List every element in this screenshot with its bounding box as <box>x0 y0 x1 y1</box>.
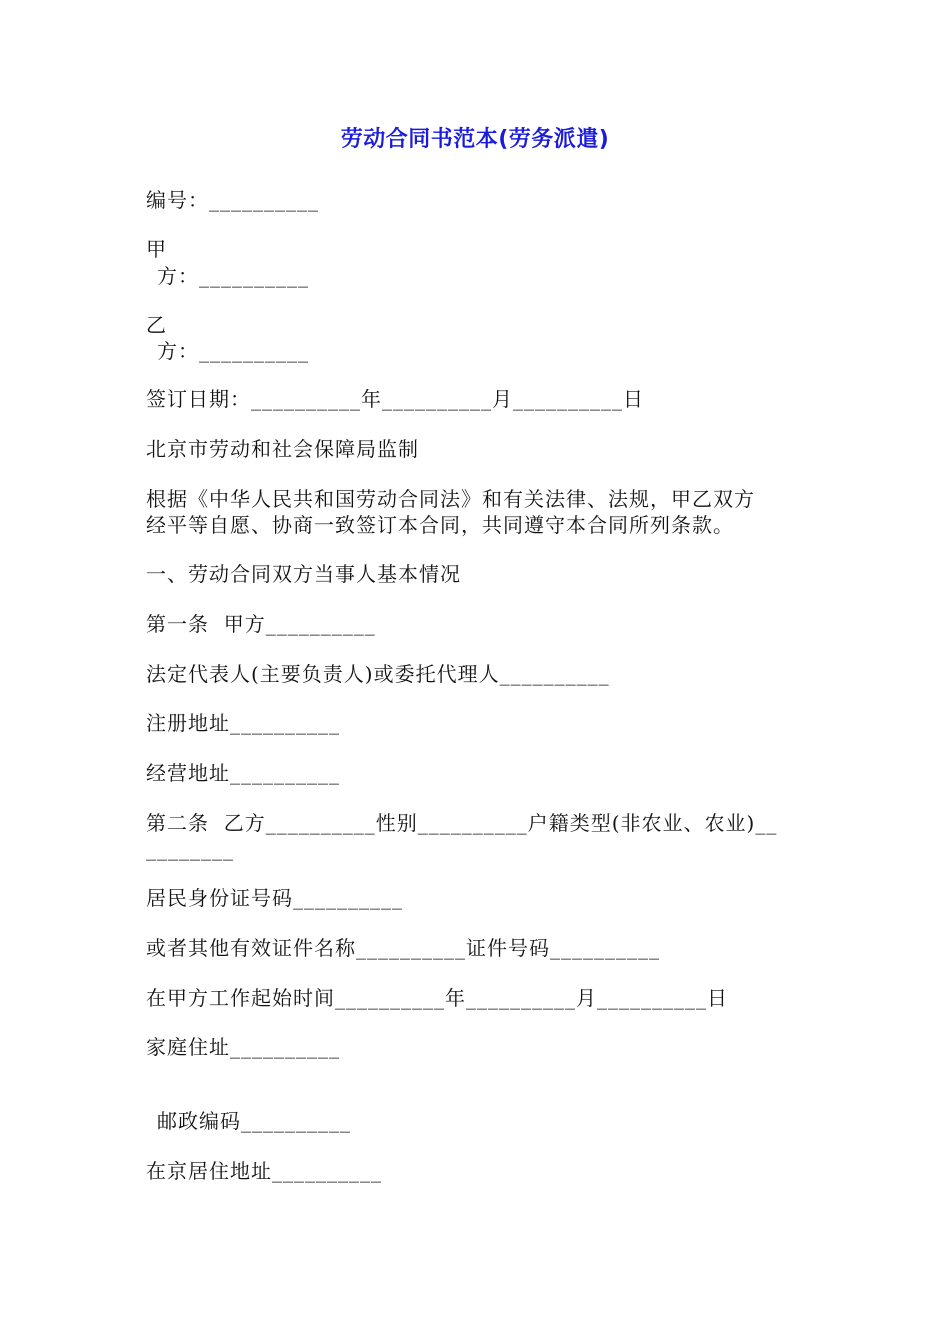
business-address-line: 经营地址__________ <box>146 761 340 785</box>
beijing-address-line: 在京居住地址__________ <box>146 1159 382 1183</box>
section-heading-1: 一、劳动合同双方当事人基本情况 <box>146 562 461 586</box>
other-id-line: 或者其他有效证件名称__________证件号码__________ <box>146 936 660 960</box>
id-number-line: 居民身份证号码__________ <box>146 886 403 910</box>
postcode-line: 邮政编码__________ <box>157 1109 351 1133</box>
article-1-line: 第一条 甲方__________ <box>146 612 376 636</box>
party-b-char: 乙 <box>146 313 167 337</box>
party-b-field: 方：__________ <box>157 339 309 363</box>
party-a-field: 方：__________ <box>157 264 309 288</box>
home-address-line: 家庭住址__________ <box>146 1035 340 1059</box>
preamble-line-2: 经平等自愿、协商一致签订本合同，共同遵守本合同所列条款。 <box>146 513 734 537</box>
article-2-continuation: ________ <box>146 837 234 861</box>
document-title: 劳动合同书范本(劳务派遣) <box>340 127 610 152</box>
contract-number-line: 编号：__________ <box>146 188 319 212</box>
start-date-line: 在甲方工作起始时间__________年__________月__________日 <box>146 986 728 1010</box>
party-a-char: 甲 <box>146 237 167 261</box>
supervisor-line: 北京市劳动和社会保障局监制 <box>146 437 419 461</box>
preamble-paragraph <box>146 486 811 538</box>
registered-address-line: 注册地址__________ <box>146 711 340 735</box>
sign-date-line: 签订日期：__________年__________月__________日 <box>146 387 644 411</box>
legal-representative-line: 法定代表人(主要负责人)或委托代理人__________ <box>146 662 610 686</box>
preamble-line-1: 根据《中华人民共和国劳动合同法》和有关法律、法规，甲乙双方 <box>146 487 755 511</box>
article-2-line: 第二条 乙方__________性别__________户籍类型(非农业、农业)__ <box>146 811 778 835</box>
